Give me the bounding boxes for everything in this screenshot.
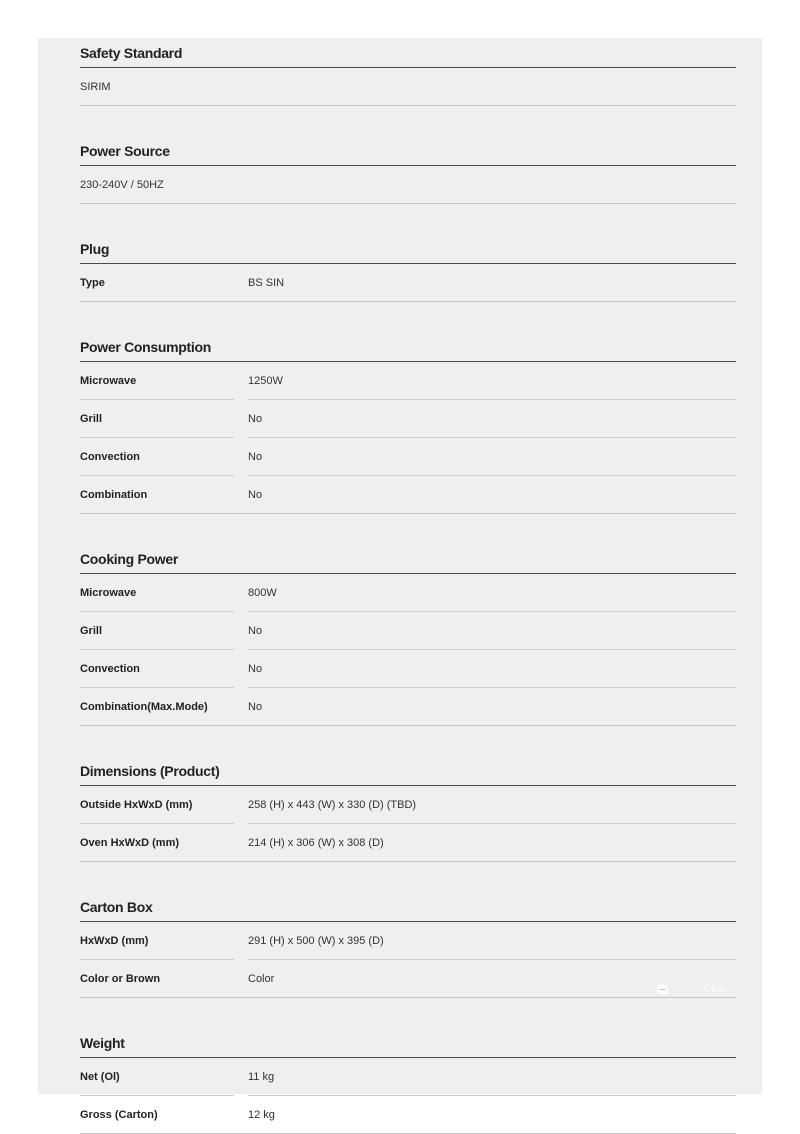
spec-section [80,204,736,302]
spec-panel [38,38,762,1121]
spec-section [80,726,736,862]
spec-row [80,438,736,476]
spec-key: Net (Ol) [80,1058,234,1096]
spec-key: Grill [80,612,234,650]
spec-key: Gross (Carton) [80,1096,248,1134]
section-title: Safety Standard [80,38,736,68]
spec-value: 1250W [248,362,736,400]
section-title: Cooking Power [80,544,736,574]
section-title: Plug [80,234,736,264]
spec-value: 258 (H) x 443 (W) x 330 (D) (TBD) [248,786,736,824]
chat-label: Chat [704,984,726,995]
section-title: Power Source [80,136,736,166]
chat-bubble-icon [657,984,668,995]
spec-value: No [248,476,736,514]
section-spacer [80,514,736,544]
spec-value: BS SIN [248,264,736,302]
spec-row [80,264,736,302]
section-spacer [80,302,736,332]
spec-value: 12 kg [248,1096,736,1134]
spec-value: No [248,650,736,688]
spec-value: 800W [248,574,736,612]
spec-value: No [248,612,736,650]
spec-key: Grill [80,400,234,438]
spec-row [80,166,736,204]
spec-section [80,514,736,726]
section-title: Dimensions (Product) [80,756,736,786]
spec-value: No [248,400,736,438]
section-title: Carton Box [80,892,736,922]
spec-row [80,824,736,862]
spec-section [80,38,736,106]
spec-row [80,688,736,726]
spec-section [80,998,736,1134]
spec-row [80,1058,736,1096]
section-title: Weight [80,1028,736,1058]
spec-row [80,960,736,998]
spec-key: HxWxD (mm) [80,922,234,960]
section-spacer [80,862,736,892]
spec-value: 230-240V / 50HZ [80,166,736,204]
spec-list [80,38,736,1134]
spec-key: Outside HxWxD (mm) [80,786,234,824]
spec-value: Color [248,960,736,998]
spec-row [80,362,736,400]
spec-row [80,786,736,824]
spec-section [80,302,736,514]
spec-key: Color or Brown [80,960,248,998]
spec-value: SIRIM [80,68,736,106]
spec-row [80,650,736,688]
chat-button[interactable] [657,984,725,995]
spec-key: Combination(Max.Mode) [80,688,248,726]
spec-section [80,106,736,204]
section-spacer [80,204,736,234]
section-title: Power Consumption [80,332,736,362]
spec-key: Microwave [80,362,234,400]
spec-row [80,400,736,438]
section-spacer [80,998,736,1028]
spec-key: Type [80,264,248,302]
section-spacer [80,726,736,756]
spec-value: 291 (H) x 500 (W) x 395 (D) [248,922,736,960]
spec-row [80,574,736,612]
spec-row [80,922,736,960]
spec-row [80,1096,736,1134]
spec-row [80,612,736,650]
spec-key: Combination [80,476,248,514]
spec-key: Convection [80,438,234,476]
spec-value: No [248,438,736,476]
spec-row [80,476,736,514]
spec-key: Convection [80,650,234,688]
spec-key: Microwave [80,574,234,612]
section-spacer [80,106,736,136]
spec-row [80,68,736,106]
spec-section [80,862,736,998]
spec-value: 11 kg [248,1058,736,1096]
spec-value: No [248,688,736,726]
spec-key: Oven HxWxD (mm) [80,824,248,862]
spec-value: 214 (H) x 306 (W) x 308 (D) [248,824,736,862]
